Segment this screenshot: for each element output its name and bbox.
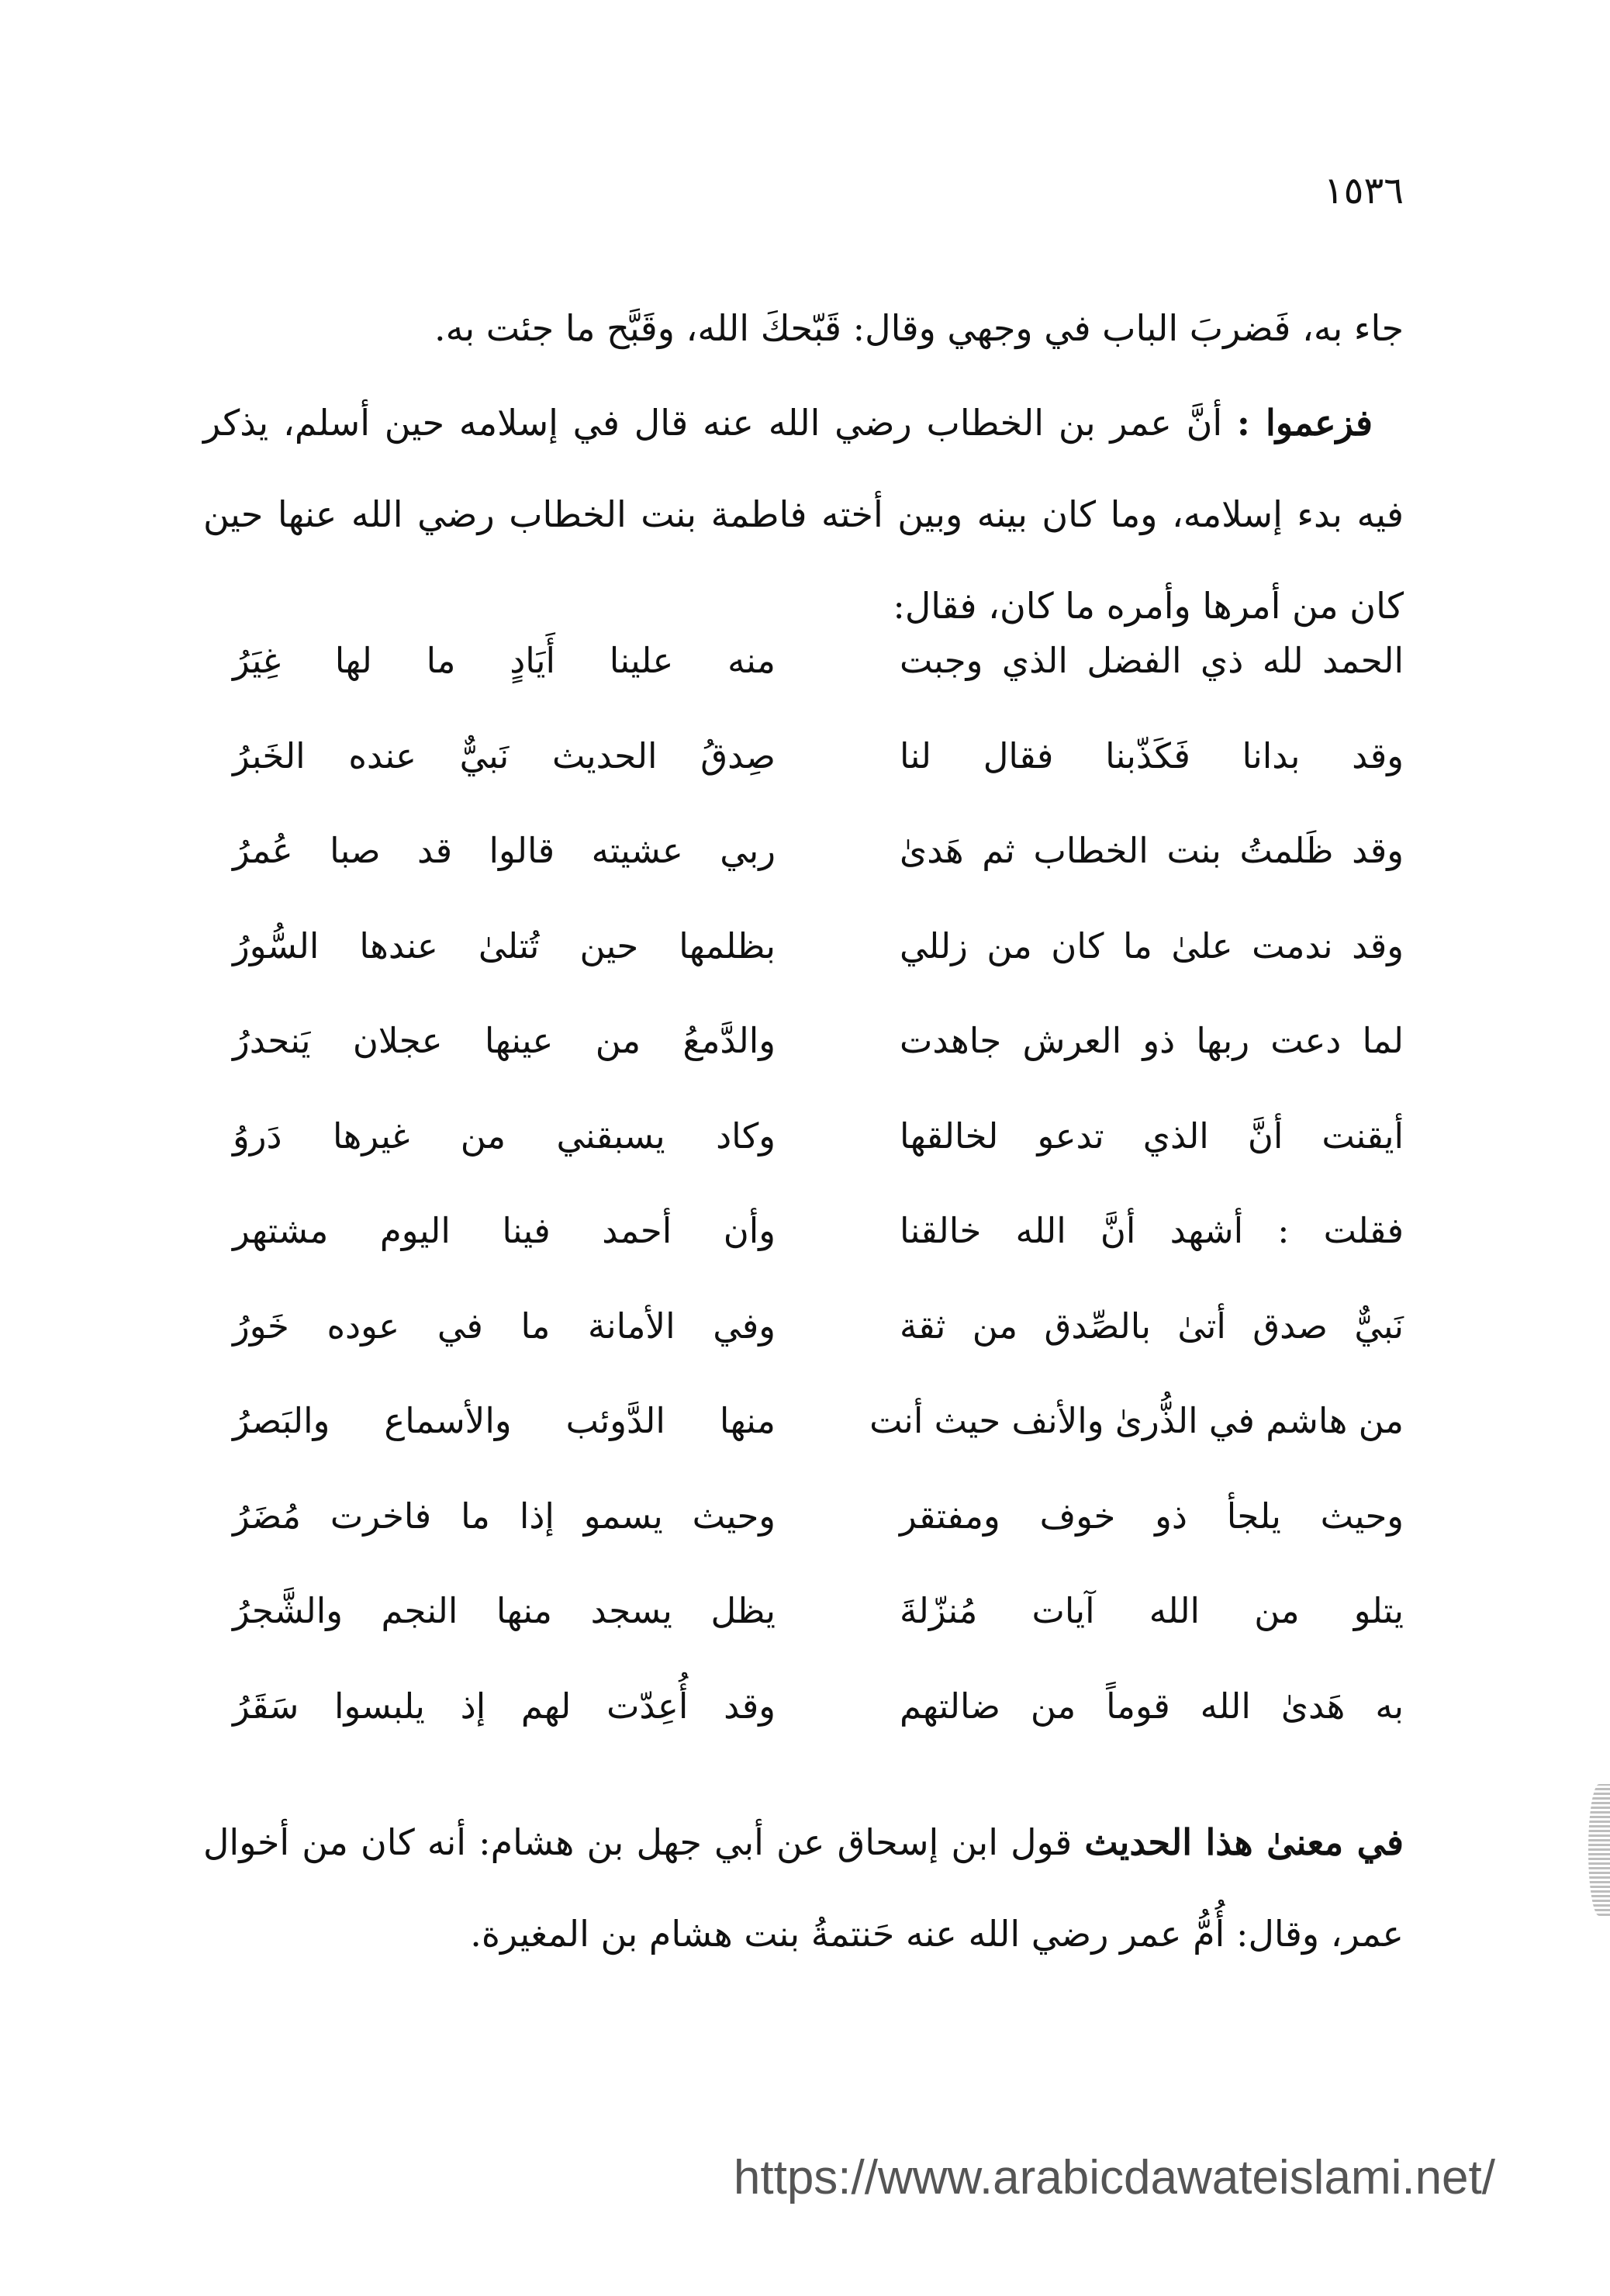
verse-first-hemistich: أيقنت أنَّ الذي تدعو لخالقها [900, 1115, 1404, 1157]
verse-first-hemistich: به هَدىٰ الله قوماً من ضالتهم [900, 1685, 1404, 1727]
verse [203, 1567, 1404, 1662]
verse [203, 712, 1404, 807]
verse-first-hemistich: وحيث يلجأ ذو خوف ومفتقر [900, 1495, 1404, 1537]
closing-lead: في معنىٰ هذا الحديث [1084, 1821, 1404, 1863]
verse-second-hemistich: وأن أحمد فينا اليوم مشتهر [233, 1210, 776, 1251]
verse-first-hemistich: وقد بدانا فَكَذّبنا فقال لنا [900, 735, 1404, 776]
verse-first-hemistich: الحمد لله ذي الفضل الذي وجبت [900, 640, 1404, 681]
verse [203, 1377, 1404, 1472]
opening-paragraph: جاء به، فَضربَ الباب في وجهي وقال: قَبّحكَ الله، وقَبَّح ما جئت به. [434, 307, 1404, 349]
closing-paragraph [203, 1796, 1404, 1980]
verse [203, 1472, 1404, 1568]
verse-first-hemistich: يتلو من الله آيات مُنزّلةَ [900, 1590, 1404, 1631]
verse-second-hemistich: وفي الأمانة ما في عوده خَورُ [233, 1305, 776, 1347]
verse-second-hemistich: ربي عشيته قالوا قد صبا عُمرُ [233, 830, 776, 871]
verse-second-hemistich: منها الدَّوئب والأسماع والبَصرُ [233, 1400, 776, 1441]
verse-first-hemistich: لما دعت ربها ذو العرش جاهدت [900, 1020, 1404, 1061]
verse [203, 902, 1404, 998]
watermark-url: https://www.arabicdawateislami.net/ [733, 2151, 1495, 2204]
verse-second-hemistich: يظل يسجد منها النجم والشَّجرُ [233, 1590, 776, 1631]
intro-body: أنَّ عمر بن الخطاب رضي الله عنه قال في إسلامه حين أسلم، يذكر فيه بدء إسلامه، وما كان بينه وبين أخته فاطمة بنت الخطاب رضي الله عنها حين كان من أمرها وأمره ما كان، فقال: [203, 402, 1404, 627]
verse [203, 1662, 1404, 1758]
verse-second-hemistich: وقد أُعِدّت لهم إذ يلبسوا سَقَرُ [233, 1685, 776, 1727]
verse-second-hemistich: منه علينا أَيَادٍ ما لها غِيَرُ [233, 640, 776, 681]
verse-first-hemistich: وقد ندمت علىٰ ما كان من زللي [900, 925, 1404, 966]
verse-second-hemistich: صِدقُ الحديث نَبيٌّ عنده الخَبرُ [233, 735, 776, 776]
verse-first-hemistich: فقلت : أشهد أنَّ الله خالقنا [900, 1210, 1404, 1251]
poem [203, 617, 1404, 1757]
closing-body: قول ابن إسحاق عن أبي جهل بن هشام: أنه كان من أخوال عمر، وقال: أُمُّ عمر رضي الله عنه حَنتمةُ بنت هشام بن المغيرة. [203, 1821, 1404, 1955]
verse [203, 617, 1404, 712]
verse-second-hemistich: وكاد يسبقني من غيرها دَروُ [233, 1115, 776, 1157]
verse [203, 1282, 1404, 1378]
verse-second-hemistich: وحيث يسمو إذا ما فاخرت مُضَرُ [233, 1495, 776, 1537]
verse-second-hemistich: بظلمها حين تُتلىٰ عندها السُّورُ [233, 925, 776, 966]
verse-first-hemistich: نَبيٌّ صدق أتىٰ بالصِّدق من ثقة [900, 1305, 1404, 1347]
verse-first-hemistich: وقد ظَلمتُ بنت الخطاب ثم هَدىٰ [900, 830, 1404, 871]
verse-second-hemistich: والدَّمعُ من عينها عجلان يَنحدرُ [233, 1020, 776, 1061]
intro-lead: فزعموا : [1236, 402, 1373, 444]
verse [203, 1187, 1404, 1282]
verse [203, 807, 1404, 902]
page-number: ١٥٣٦ [1323, 169, 1404, 213]
verse [203, 1092, 1404, 1188]
scan-edge-mark [1588, 1784, 1610, 1916]
verse [203, 997, 1404, 1092]
verse-first-hemistich: من هاشم في الذُّرىٰ والأنف حيث أنت [869, 1400, 1404, 1441]
intro-paragraph [203, 377, 1404, 652]
